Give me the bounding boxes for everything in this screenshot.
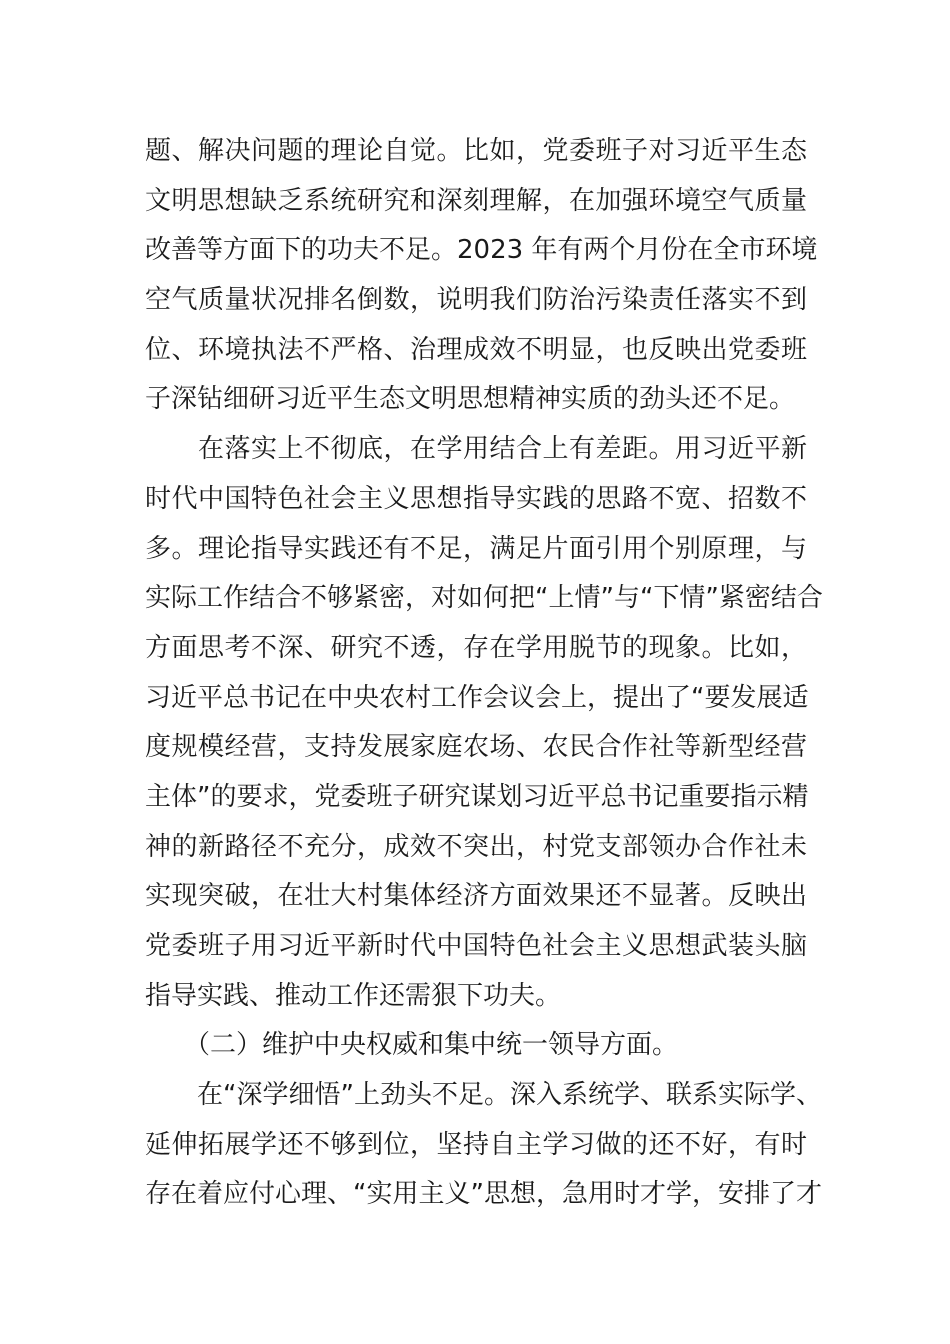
paragraph-2	[145, 425, 823, 1021]
text-line: 子深钻细研习近平生态文明思想精神实质的劲头还不足。	[145, 384, 796, 415]
text-line: 党委班子用习近平新时代中国特色社会主义思想武装头脑	[145, 931, 807, 961]
text-line: 在“深学细悟”上劲头不足。深入系统学、联系实际学、	[145, 1080, 822, 1111]
text-line: 位、环境执法不严格、治理成效不明显，也反映出党委班	[145, 334, 807, 365]
paragraph-3	[145, 1071, 822, 1220]
text-line: 实际工作结合不够紧密，对如何把“上情”与“下情”紧密结合	[145, 583, 823, 614]
text-line: 存在着应付心理、“实用主义”思想，急用时才学，安排了才	[145, 1179, 822, 1210]
text-line: 在落实上不彻底，在学用结合上有差距。用习近平新	[145, 434, 807, 465]
text-line: 神的新路径不充分，成效不突出，村党支部领办合作社未	[145, 831, 807, 862]
text-line: 改善等方面下的功夫不足。2023 年有两个月份在全市环境	[145, 235, 818, 266]
text-line: 空气质量状况排名倒数，说明我们防治污染责任落实不到	[145, 285, 807, 316]
text-line: 时代中国特色社会主义思想指导实践的思路不宽、招数不	[145, 483, 807, 514]
text-line: 度规模经营，支持发展家庭农场、农民合作社等新型经营	[145, 732, 807, 763]
text-line: 习近平总书记在中央农村工作会议会上，提出了“要发展适	[145, 682, 809, 713]
text-line: 延伸拓展学还不够到位，坚持自主学习做的还不好，有时	[145, 1129, 807, 1160]
text-line: 多。理论指导实践还有不足，满足片面引用个别原理，与	[145, 533, 807, 564]
text-line: 主体”的要求，党委班子研究谋划习近平总书记重要指示精	[145, 781, 809, 812]
document-body	[145, 127, 823, 1220]
text-line: 方面思考不深、研究不透，存在学用脱节的现象。比如，	[145, 632, 807, 663]
heading-line: （二）维护中央权威和集中统一领导方面。	[145, 1030, 679, 1061]
text-line: 指导实践、推动工作还需狠下功夫。	[145, 980, 562, 1011]
text-line: 文明思想缺乏系统研究和深刻理解，在加强环境空气质量	[145, 185, 807, 216]
section-heading	[145, 1021, 807, 1071]
paragraph-1	[145, 127, 818, 425]
text-line: 题、解决问题的理论自觉。比如，党委班子对习近平生态	[145, 136, 807, 166]
text-line: 实现突破，在壮大村集体经济方面效果还不显著。反映出	[145, 881, 807, 912]
